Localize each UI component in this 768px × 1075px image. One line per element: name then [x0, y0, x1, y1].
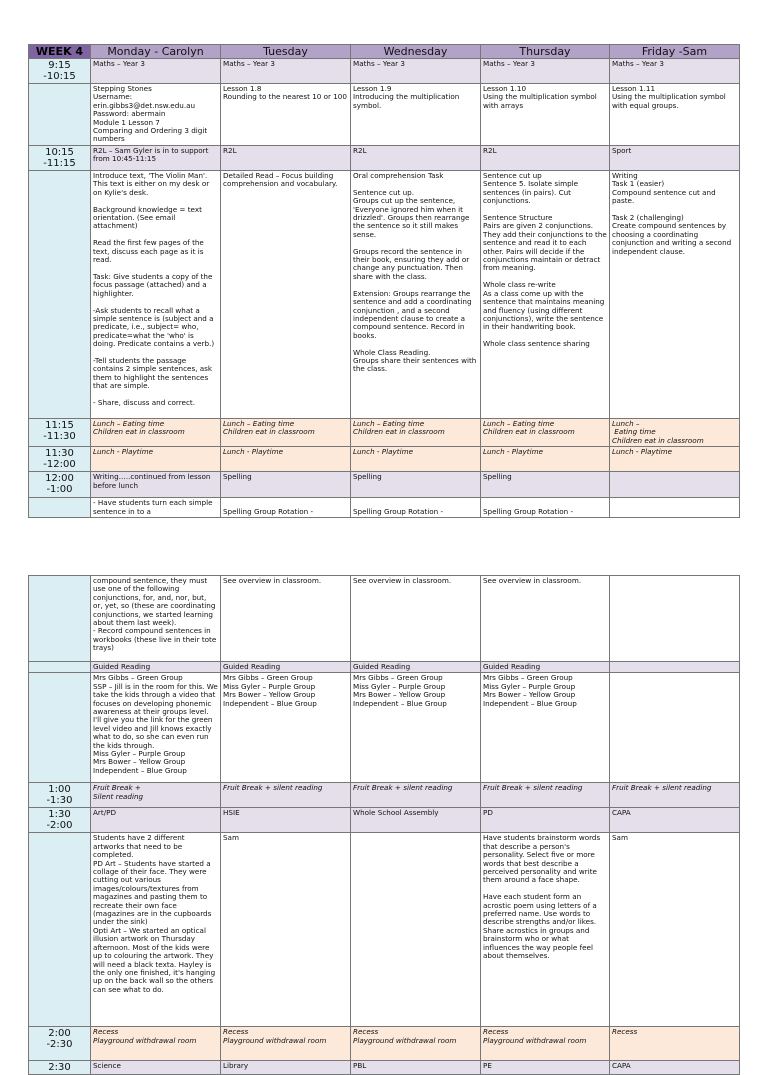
- lesson-cell: Lunch - Playtime: [610, 447, 740, 472]
- time-cell: [29, 833, 91, 1027]
- timetable-row: [29, 833, 740, 1027]
- lesson-cell: Lesson 1.8 Rounding to the nearest 10 or 100: [221, 84, 351, 146]
- timetable-row: [29, 662, 740, 673]
- time-cell: 9:15 -10:15: [29, 59, 91, 84]
- lesson-cell: CAPA: [610, 808, 740, 833]
- lesson-cell: Writing Task 1 (easier) Compound sentence cut and paste. Task 2 (challenging) Create compound sentences by choosing a coordinating conjunction and writing a second independent clause.: [610, 171, 740, 419]
- time-cell: 12:00 -1:00: [29, 472, 91, 498]
- lesson-cell: Lunch – Eating time Children eat in classroom: [610, 419, 740, 447]
- lesson-cell: Students have 2 different artworks that need to be completed. PD Art – Students have started a collage of their face. They were cutting out various images/colours/textures from magazines and pasting them to recreate their own face (magazines are in the cupboards under the sink) Opti Art – We started an optical illusion artwork on Thursday afternoon. Most of the kids were up to colouring the artwork. They will need a black texta. Hayley is the only one finished, it's hanging up on the back wall so the others can see what to do.: [91, 833, 221, 1027]
- lesson-cell: Guided Reading: [221, 662, 351, 673]
- lesson-cell: Maths – Year 3: [351, 59, 481, 84]
- time-cell: 1:00 -1:30: [29, 783, 91, 808]
- lesson-cell: Lunch – Eating time Children eat in classroom: [351, 419, 481, 447]
- timetable-row: [29, 1027, 740, 1061]
- lesson-cell: Spelling Group Rotation -: [221, 498, 351, 518]
- lesson-cell: Recess Playground withdrawal room: [351, 1027, 481, 1061]
- lesson-cell: Library: [221, 1061, 351, 1075]
- timetable-body-2: [29, 576, 740, 1075]
- lesson-cell: Lunch – Eating time Children eat in classroom: [221, 419, 351, 447]
- time-cell: [29, 662, 91, 673]
- time-cell: 10:15 -11:15: [29, 146, 91, 171]
- lesson-cell: Stepping Stones Username: erin.gibbs3@det.nsw.edu.au Password: abermain Module 1 Lesson 7 Comparing and Ordering 3 digit numbers: [91, 84, 221, 146]
- lesson-cell: Recess: [610, 1027, 740, 1061]
- lesson-cell: R2L – Sam Gyler is in to support from 10:45-11:15: [91, 146, 221, 171]
- lesson-cell: Maths – Year 3: [610, 59, 740, 84]
- lesson-cell: Fruit Break + Silent reading: [91, 783, 221, 808]
- timetable-row: [29, 1061, 740, 1075]
- lesson-cell: R2L: [221, 146, 351, 171]
- lesson-cell: Mrs Gibbs – Green Group Miss Gyler – Purple Group Mrs Bower – Yellow Group Independent – Blue Group: [351, 673, 481, 783]
- timetable-row: [29, 472, 740, 498]
- day-header: Thursday: [481, 45, 610, 59]
- lesson-cell: [610, 673, 740, 783]
- lesson-cell: Introduce text, 'The Violin Man'. This text is either on my desk or on Kylie's desk. Background knowledge = text orientation. (See email attachment) Read the first few pages of the text, discuss each page as it is read. Task: Give students a copy of the focus passage (attached) and a highlighter. -Ask students to recall what a simple sentence is (subject and a predicate, i.e., subject= who, predicate=what the 'who' is doing. Predicate contains a verb.) -Tell students the passage contains 2 simple sentences, ask them to highlight the sentences that are simple. - Share, discuss and correct.: [91, 171, 221, 419]
- lesson-cell: Fruit Break + silent reading: [351, 783, 481, 808]
- day-header: Monday - Carolyn: [91, 45, 221, 59]
- timetable-row: [29, 447, 740, 472]
- time-cell: 2:30: [29, 1061, 91, 1075]
- lesson-cell: Spelling: [351, 472, 481, 498]
- lesson-cell: Guided Reading: [481, 662, 610, 673]
- lesson-cell: Oral comprehension Task Sentence cut up. Groups cut up the sentence, 'Everyone ignored him when it drizzled'. Groups then rearrange the sentence so it still makes sense. Groups record the sentence in their book, ensuring they add or change any punctuation. Then share with the class. Extension: Groups rearrange the sentence and add a coordinating conjunction , and a second independent clause to create a compound sentence. Record in books. Whole Class Reading. Groups share their sentences with the class.: [351, 171, 481, 419]
- timetable-row: [29, 498, 740, 518]
- lesson-cell: Sentence cut up Sentence 5. Isolate simple sentences (in pairs). Cut conjunctions. Sentence Structure Pairs are given 2 conjunctions. They add their conjunctions to the sentence and read it to each other. Pairs will decide if the conjunctions maintain or detract from meaning. Whole class re-write As a class come up with the sentence that maintains meaning and fluency (using different conjunctions), write the sentence in their handwriting book. Whole class sentence sharing: [481, 171, 610, 419]
- timetable-body-1: [29, 59, 740, 518]
- lesson-cell: Recess Playground withdrawal room: [481, 1027, 610, 1061]
- lesson-cell: PD: [481, 808, 610, 833]
- lesson-cell: Fruit Break + silent reading: [481, 783, 610, 808]
- lesson-cell: See overview in classroom.: [481, 576, 610, 662]
- time-cell: [29, 171, 91, 419]
- lesson-cell: Recess Playground withdrawal room: [221, 1027, 351, 1061]
- lesson-cell: [610, 576, 740, 662]
- time-cell: [29, 498, 91, 518]
- lesson-cell: Spelling: [481, 472, 610, 498]
- lesson-cell: [610, 662, 740, 673]
- lesson-cell: Lunch - Playtime: [351, 447, 481, 472]
- lesson-cell: [610, 498, 740, 518]
- timetable-row: [29, 808, 740, 833]
- lesson-cell: compound sentence, they must use one of the following conjunctions, for, and, nor, but, or, yet, so (these are coordinating conjunctions, we started learning about them last week). - Record compound sentences in workbooks (these live in their tote trays): [91, 576, 221, 662]
- lesson-cell: Maths – Year 3: [481, 59, 610, 84]
- lesson-cell: R2L: [481, 146, 610, 171]
- lesson-cell: Lunch - Playtime: [481, 447, 610, 472]
- lesson-cell: Sam: [221, 833, 351, 1027]
- lesson-cell: Lesson 1.10 Using the multiplication symbol with arrays: [481, 84, 610, 146]
- timetable-row: [29, 576, 740, 662]
- lesson-cell: Detailed Read – Focus building comprehension and vocabulary.: [221, 171, 351, 419]
- lesson-cell: Writing…..continued from lesson before lunch: [91, 472, 221, 498]
- lesson-cell: Spelling: [221, 472, 351, 498]
- day-header: Friday -Sam: [610, 45, 740, 59]
- lesson-cell: - Have students turn each simple sentence in to a: [91, 498, 221, 518]
- lesson-cell: Whole School Assembly: [351, 808, 481, 833]
- time-cell: [29, 576, 91, 662]
- lesson-cell: Guided Reading: [91, 662, 221, 673]
- lesson-cell: Art/PD: [91, 808, 221, 833]
- lesson-cell: HSIE: [221, 808, 351, 833]
- lesson-cell: Maths – Year 3: [221, 59, 351, 84]
- timetable-page-1: [28, 44, 739, 518]
- lesson-cell: See overview in classroom.: [221, 576, 351, 662]
- lesson-cell: Fruit Break + silent reading: [610, 783, 740, 808]
- time-cell: 1:30 -2:00: [29, 808, 91, 833]
- lesson-cell: R2L: [351, 146, 481, 171]
- time-cell: 2:00 -2:30: [29, 1027, 91, 1061]
- lesson-cell: [351, 833, 481, 1027]
- lesson-cell: Spelling Group Rotation -: [351, 498, 481, 518]
- lesson-cell: Lunch - Playtime: [221, 447, 351, 472]
- day-header: Wednesday: [351, 45, 481, 59]
- lesson-cell: Guided Reading: [351, 662, 481, 673]
- time-cell: [29, 673, 91, 783]
- timetable-row: [29, 673, 740, 783]
- lesson-cell: Have students brainstorm words that describe a person's personality. Select five or more words that best describe a perceived personality and write them around a face shape. Have each student form an acrostic poem using letters of a preferred name. Use words to describe strengths and/or likes. Share acrostics in groups and brainstorm who or what influences the way people feel about themselves.: [481, 833, 610, 1027]
- lesson-cell: Fruit Break + silent reading: [221, 783, 351, 808]
- week-label: WEEK 4: [29, 45, 91, 59]
- time-cell: 11:15 -11:30: [29, 419, 91, 447]
- lesson-cell: [610, 472, 740, 498]
- lesson-cell: Sport: [610, 146, 740, 171]
- lesson-cell: Lunch - Playtime: [91, 447, 221, 472]
- lesson-cell: Mrs Gibbs – Green Group Miss Gyler – Purple Group Mrs Bower – Yellow Group Independent – Blue Group: [221, 673, 351, 783]
- lesson-cell: Mrs Gibbs – Green Group Miss Gyler – Purple Group Mrs Bower – Yellow Group Independent – Blue Group: [481, 673, 610, 783]
- lesson-cell: Maths – Year 3: [91, 59, 221, 84]
- lesson-cell: Recess Playground withdrawal room: [91, 1027, 221, 1061]
- lesson-cell: Lesson 1.9 Introducing the multiplication symbol.: [351, 84, 481, 146]
- timetable-row: [29, 84, 740, 146]
- timetable-table-2: [28, 575, 740, 1075]
- lesson-cell: Lesson 1.11 Using the multiplication symbol with equal groups.: [610, 84, 740, 146]
- lesson-cell: Mrs Gibbs – Green Group SSP – Jill is in the room for this. We take the kids through a video that focuses on developing phonemic awareness at their groups level. I'll give you the link for the green level video and Jill knows exactly what to do, so she can even run the kids through. Miss Gyler – Purple Group Mrs Bower – Yellow Group Independent – Blue Group: [91, 673, 221, 783]
- time-cell: 11:30 -12:00: [29, 447, 91, 472]
- timetable-row: [29, 171, 740, 419]
- timetable-row: [29, 783, 740, 808]
- timetable-row: [29, 419, 740, 447]
- lesson-cell: PBL: [351, 1061, 481, 1075]
- lesson-cell: See overview in classroom.: [351, 576, 481, 662]
- timetable-table-1: [28, 44, 740, 518]
- lesson-cell: Sam: [610, 833, 740, 1027]
- timetable-page-2: [28, 575, 739, 1075]
- lesson-cell: CAPA: [610, 1061, 740, 1075]
- lesson-cell: Lunch – Eating time Children eat in classroom: [481, 419, 610, 447]
- lesson-cell: PE: [481, 1061, 610, 1075]
- timetable-row: [29, 59, 740, 84]
- day-header: Tuesday: [221, 45, 351, 59]
- lesson-cell: Spelling Group Rotation -: [481, 498, 610, 518]
- header-row: [29, 45, 740, 59]
- time-cell: [29, 84, 91, 146]
- lesson-cell: Lunch – Eating time Children eat in classroom: [91, 419, 221, 447]
- timetable-row: [29, 146, 740, 171]
- lesson-cell: Science: [91, 1061, 221, 1075]
